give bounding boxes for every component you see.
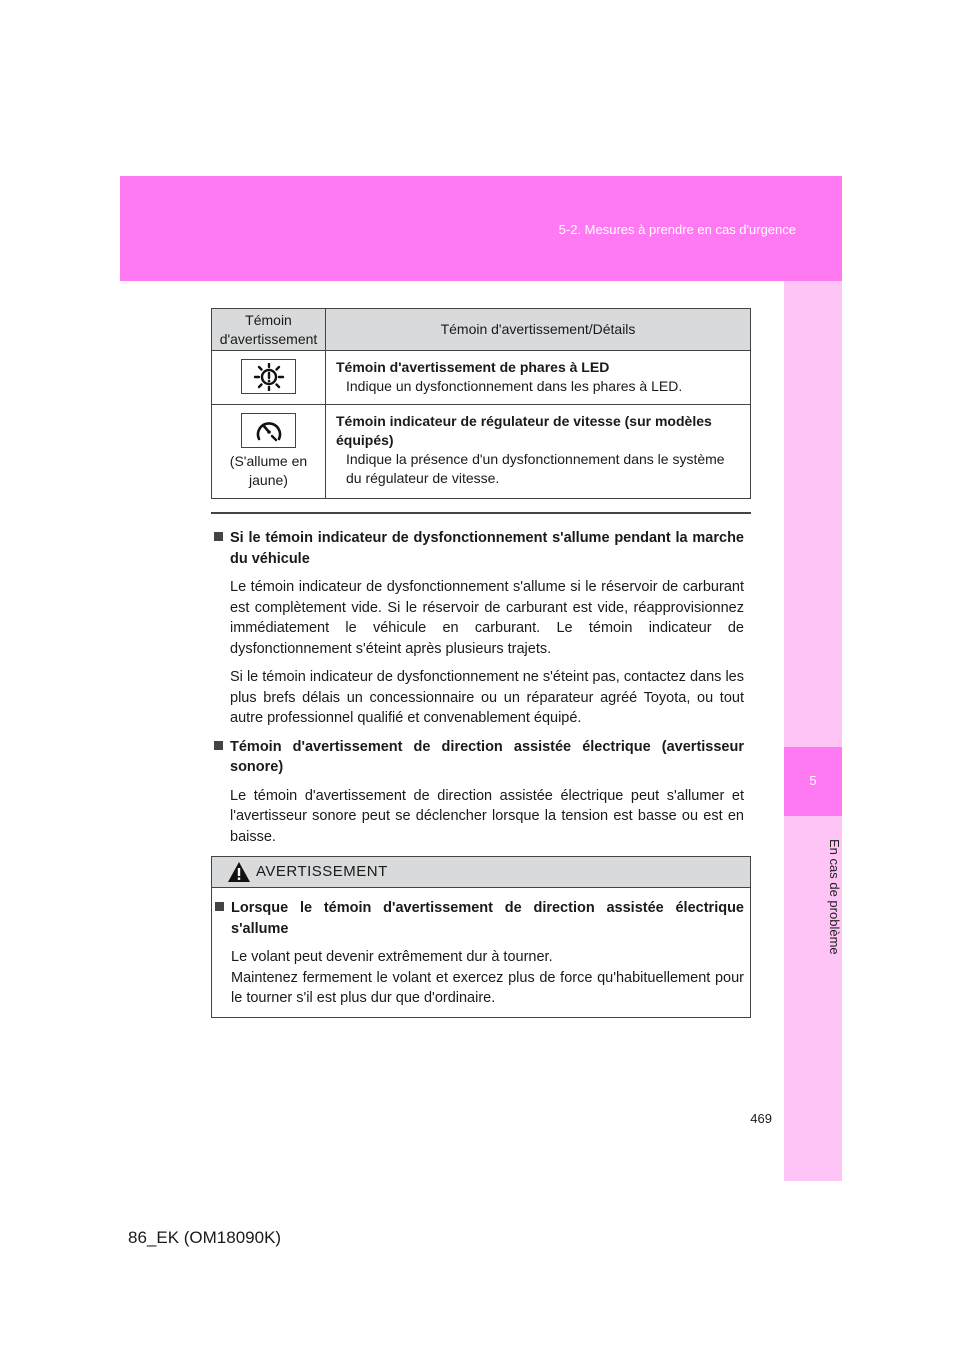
table-row: [212, 405, 751, 499]
page-number: 469: [750, 1111, 772, 1126]
detail-title: Témoin indicateur de régulateur de vitesse (sur modèles équipés): [336, 413, 712, 448]
table-header-row: [212, 309, 751, 351]
warning-lights-table: [211, 308, 751, 499]
warning-box: [211, 856, 751, 1018]
section-title: 5-2. Mesures à prendre en cas d'urgence: [558, 222, 796, 237]
cruise-control-indicator-icon: [241, 413, 296, 448]
warning-heading-text: Lorsque le témoin d'avertissement de direction assistée électrique s'allume: [231, 900, 744, 937]
detail-cell: [326, 351, 751, 405]
body-text: [214, 528, 744, 855]
table-row: [212, 351, 751, 405]
detail-title: Témoin d'avertissement de phares à LED: [336, 359, 610, 375]
paragraph: Le témoin d'avertissement de direction assistée électrique peut s'allumer et l'avertisseur sonore peut se déclencher lorsque la tension est basse ou est en baisse.: [230, 787, 744, 845]
warning-line: Maintenez fermement le volant et exercez plus de force qu'habituellement pour le tourner s'il est plus dur que d'ordinaire.: [231, 969, 744, 1006]
paragraph: Le témoin indicateur de dysfonctionnement s'allume si le réservoir de carburant est complètement vide. Si le réservoir de carburant est vide, réapprovisionnez immédiatement le véhicule en carburant. Le témoin indicateur de dysfonctionnement s'éteint après plusieurs trajets.: [230, 579, 744, 657]
bullet-square-icon: [214, 532, 223, 541]
divider: [211, 512, 751, 514]
bullet-square-icon: [215, 902, 224, 911]
side-tab-number: 5: [809, 773, 817, 788]
side-tab-label: En cas de problème: [827, 839, 842, 955]
warning-body: [212, 888, 750, 1009]
detail-description: Indique un dysfonctionnement dans les phares à LED.: [346, 378, 683, 394]
section-heading-text: Si le témoin indicateur de dysfonctionnement s'allume pendant la marche du véhicule: [230, 530, 744, 567]
detail-description: Indique la présence d'un dysfonctionnement dans le système du régulateur de vitesse.: [346, 451, 725, 486]
warning-header: [212, 857, 750, 888]
warning-line: Le volant peut devenir extrêmement dur à tourner.: [231, 949, 553, 965]
side-tab-strip: [784, 281, 842, 1181]
section-heading-text: Témoin d'avertissement de direction assistée électrique (avertisseur sonore): [230, 738, 744, 775]
bullet-square-icon: [214, 741, 223, 750]
icon-cell: [212, 405, 326, 499]
warning-heading: [215, 898, 744, 939]
detail-cell: [326, 405, 751, 499]
section-heading: [214, 528, 744, 569]
side-tab-number-box: [784, 747, 842, 816]
warning-triangle-icon: [227, 861, 251, 888]
warning-label: AVERTISSEMENT: [256, 863, 388, 880]
section-heading: [214, 737, 744, 778]
header-band: [120, 176, 842, 281]
document-code: 86_EK (OM18090K): [128, 1228, 282, 1247]
icon-cell: [212, 351, 326, 405]
column-header-indicator: Témoin d'avertissement: [212, 309, 326, 351]
paragraph: Si le témoin indicateur de dysfonctionnement ne s'éteint pas, contactez dans les plus brefs délais un concessionnaire ou un réparateur agréé Toyota, ou tout autre professionnel qualifié et convenablement équipé.: [230, 669, 744, 726]
icon-caption: (S'allume en jaune): [229, 453, 308, 488]
led-headlight-warning-icon: [241, 359, 296, 394]
column-header-details: Témoin d'avertissement/Détails: [326, 309, 751, 351]
